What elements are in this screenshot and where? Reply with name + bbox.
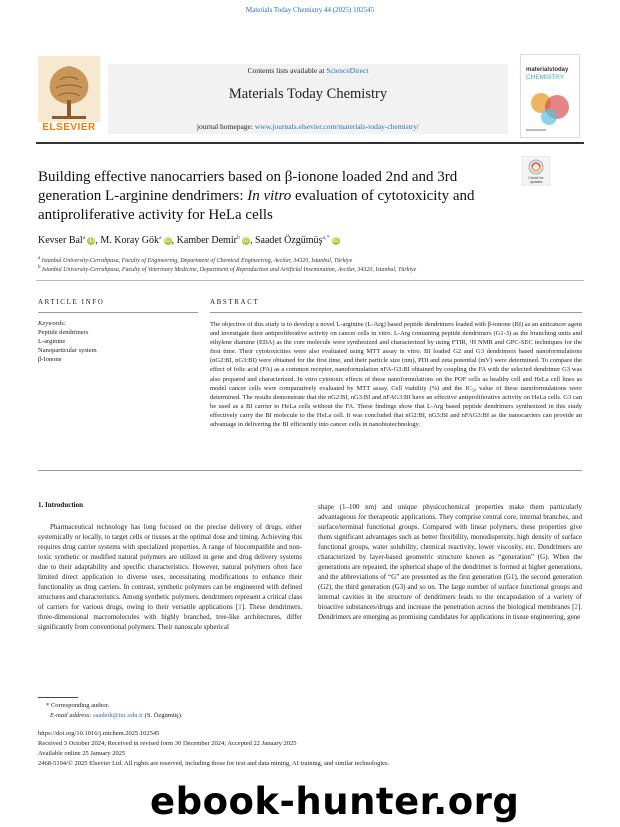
- orcid-icon[interactable]: iD: [332, 238, 339, 244]
- introduction-column-2: [318, 502, 582, 622]
- cover-title-line2: CHEMISTRY: [526, 74, 565, 81]
- orcid-icon[interactable]: iD: [88, 238, 95, 244]
- journal-citation[interactable]: Materials Today Chemistry 44 (2025) 102545: [245, 6, 375, 14]
- affiliation-sup: a: [38, 256, 41, 261]
- orcid-icon[interactable]: iD: [164, 238, 171, 244]
- author-separator: ,: [249, 235, 255, 246]
- affiliation-b: [38, 265, 578, 273]
- affiliation-rule: [36, 280, 584, 281]
- cover-art: [521, 55, 579, 137]
- keywords-label: Keywords:: [38, 320, 66, 327]
- intro-text: ]. Dendrimers are emerging as promising candidates for applications in tissue engineering, gene: [318, 603, 582, 621]
- author-separator: ,: [95, 235, 101, 246]
- authors-line: [38, 235, 578, 246]
- author-affil-sup[interactable]: a,*: [322, 235, 330, 241]
- available-online-date: Available online 25 January 2025: [38, 750, 126, 757]
- article-title: [38, 168, 494, 225]
- email-label: E-mail address:: [50, 712, 94, 719]
- author-separator: ,: [171, 235, 177, 246]
- homepage-link[interactable]: www.journals.elsevier.com/materials-today-chemistry/: [254, 122, 420, 131]
- abstract-bottom-rule: [38, 470, 582, 471]
- check-updates-line1: Check for: [528, 176, 544, 180]
- affiliation-text: Istanbul University-Cerrahpasa, Faculty of Engineering, Department of Chemical Engineering, Avcilar, 34320, Istanbul, Türkiye: [40, 258, 353, 264]
- affiliation-sup: b: [38, 265, 41, 270]
- reference-link[interactable]: 1: [238, 603, 242, 611]
- intro-text: Pharmaceutical technology has long focused on the precise delivery of drugs, either systemically or locally, to target cells or tissues at the optimal dose and timing. Achieving this requires drug carrier systems with specialized properties. A range of biocompatible and non-toxic synthetic or modified natural polymers are utilized in gene and drug delivery systems due to their adaptability and specific characteristics. However, natural polymers often face limited direct application to diverse uses, necessitating modifications to enhance their functionality as drug carriers. In contrast, synthetic polymers can be engineered with defined structures and characteristics. Among synthetic polymers, dendrimers represent a critical class of carriers for various drugs, owing to their versatile applications [: [38, 523, 302, 611]
- author-affil-sup[interactable]: b: [236, 235, 240, 241]
- intro-text: shape (1–100 nm) and unique physicochemical properties make them particularly advantageous for therapeutic applications. They comprise central core, internal branches, and surface/terminal functional groups. Compared with linear polymers, these properties give them significant advantages such as better flexibility, monodispersity, high density of surface functional groups, water solubility, chemical reactivity, lower viscosity, etc. Dendrimers are characterized by layer-based geometric structure known as “generation” (G). When the generations are repeated, the spherical shape of the dendrimer is formed at higher generations, and the abbreviations of “G” are presented as the first generation (G1), the second generation (G2), the third generation (G3) and so on. The large number of surface functional groups and internal cavities in the structure of dendrimers leads to the encapsulation of a variety of bioactive substances/drugs and increase the penetration across the biological membranes [: [318, 503, 582, 611]
- check-for-updates-badge[interactable]: [522, 156, 550, 186]
- homepage-line: [108, 122, 508, 131]
- orcid-icon[interactable]: iD: [243, 238, 249, 244]
- affiliation-a: [38, 256, 578, 264]
- article-info-heading: ARTICLE INFO: [38, 298, 105, 306]
- keyword-item: L-arginine: [38, 338, 66, 345]
- introduction-heading: 1. Introduction: [38, 501, 83, 509]
- keyword-item: Peptide dendrimers: [38, 329, 89, 336]
- author-affil-sup[interactable]: a: [82, 235, 86, 241]
- cover-title-line1: materialstoday: [526, 67, 569, 73]
- author-name[interactable]: Saadet Özgümüş: [254, 235, 323, 246]
- copyright-line: 2468-5194/© 2025 Elsevier Ltd. All rights are reserved, including those for text and data mining, AI training, and similar technologies.: [38, 760, 390, 767]
- corresponding-author-note: * Corresponding author.: [46, 702, 110, 709]
- received-dates: Received 3 October 2024; Received in revised form 30 December 2024; Accepted 22 January 2025: [38, 740, 297, 747]
- footnote-rule: [38, 697, 78, 698]
- intro-text: ]. These dendrimers, three-dimensional macromolecules with highly branched, tree-like architectures, differ significantly from conventional polymers. Their nanoscale spherical: [38, 603, 302, 631]
- watermark-text: ebook-hunter.org: [150, 780, 520, 823]
- check-updates-line2: updates: [529, 180, 543, 184]
- author-name[interactable]: M. Koray Gök: [100, 235, 159, 246]
- sciencedirect-link[interactable]: ScienceDirect: [326, 66, 369, 75]
- title-part-2: evaluation of cytotoxicity and antiproliferative activity for HeLa cells: [38, 188, 475, 223]
- keyword-item: β-Ionone: [38, 356, 62, 363]
- introduction-column-1: [38, 522, 302, 632]
- header-rule: [36, 142, 584, 144]
- article-info-rule: [38, 312, 198, 313]
- reference-link[interactable]: 2: [574, 603, 578, 611]
- affiliation-text: Istanbul University-Cerrahpasa, Faculty of Veterinary Medicine, Department of Reproduction and Artificial Insemination, Avcilar, 34320, Istanbul, Türkiye: [40, 267, 417, 273]
- author-affil-sup[interactable]: a: [159, 235, 162, 241]
- abstract-rule: [210, 312, 582, 313]
- abstract-text: The objective of this study is to develop a novel L-arginine (L-Arg) based peptide dendrimers loaded with β-ionone (BI) as an anticancer agent and investigate their antiproliferative activity on cancer cells in vitro. L-Arg containing peptide dendrimers (G1-3) as the branching units and ethylene diamine (EDA) as the core molecule were synthesized and characterized by using FTIR, ¹H NMR and GPC-SEC techniques for the first time. Their cytotoxicities were also evaluated using MTT assay in vitro. BI loaded G2 and G3 dendrimers based nanoformulations (nG2:BI, nG3:BI) were obtained for the first time, and their particle size (nm), PDI and zeta potential (mV) were determined. To compare the effect of folic acid (FA) as a common receptor, nanoformulation nFA-G3:BI obtained by coupling the FA with the selected dendrimer G3 was also prepared and characterized. In vitro cytotoxic effects of these nanoformulations on the POF cells as healthy cell and HeLa cell lines as model cancer cells were comparatively evaluated by MTT assay. Cell viability (%) and the IC₅₀ value of these nanoformulations were determined. The results demonstrate that the nG2:BI, nG3:BI and nFAG3:BI have an effective antiproliferative activity on HeLa cells. G3 can be used as a BI carrier to HeLa cells without the FA. These findings show that L-Arg based peptide dendrimers synthesized in this study effectively carry the BI molecule to the HeLa cell. It was concluded that nG2:BI, nG3:BI and nFAG3:BI as the nanocarriers can provide an advantage in delivering the BI efficiently into cancer cells in nanobiotechnology.: [210, 321, 583, 429]
- journal-cover-thumbnail: [520, 54, 580, 138]
- contents-prefix: Contents lists available at: [247, 66, 327, 75]
- homepage-prefix: journal homepage:: [196, 122, 255, 131]
- email-footnote: [50, 712, 182, 719]
- email-link[interactable]: saadetk@iuc.edu.tr: [93, 712, 144, 719]
- email-owner: (S. Özgümüş).: [143, 712, 183, 719]
- author-name[interactable]: Kevser Bal: [38, 235, 83, 246]
- abstract-heading: ABSTRACT: [210, 298, 260, 306]
- elsevier-wordmark: ELSEVIER: [42, 122, 96, 133]
- doi-link[interactable]: https://doi.org/10.1016/j.mtchem.2025.102545: [38, 730, 160, 737]
- author-name[interactable]: Kamber Demir: [176, 235, 237, 246]
- contents-line: [108, 66, 508, 75]
- keyword-item: Nanoparticular system: [38, 347, 97, 354]
- title-italic: In vitro: [247, 188, 292, 204]
- journal-title: Materials Today Chemistry: [228, 86, 388, 102]
- title-part-1: Building effective nanocarriers based on β-ionone loaded 2nd and 3rd generation L-arginine dendrimers:: [38, 169, 458, 204]
